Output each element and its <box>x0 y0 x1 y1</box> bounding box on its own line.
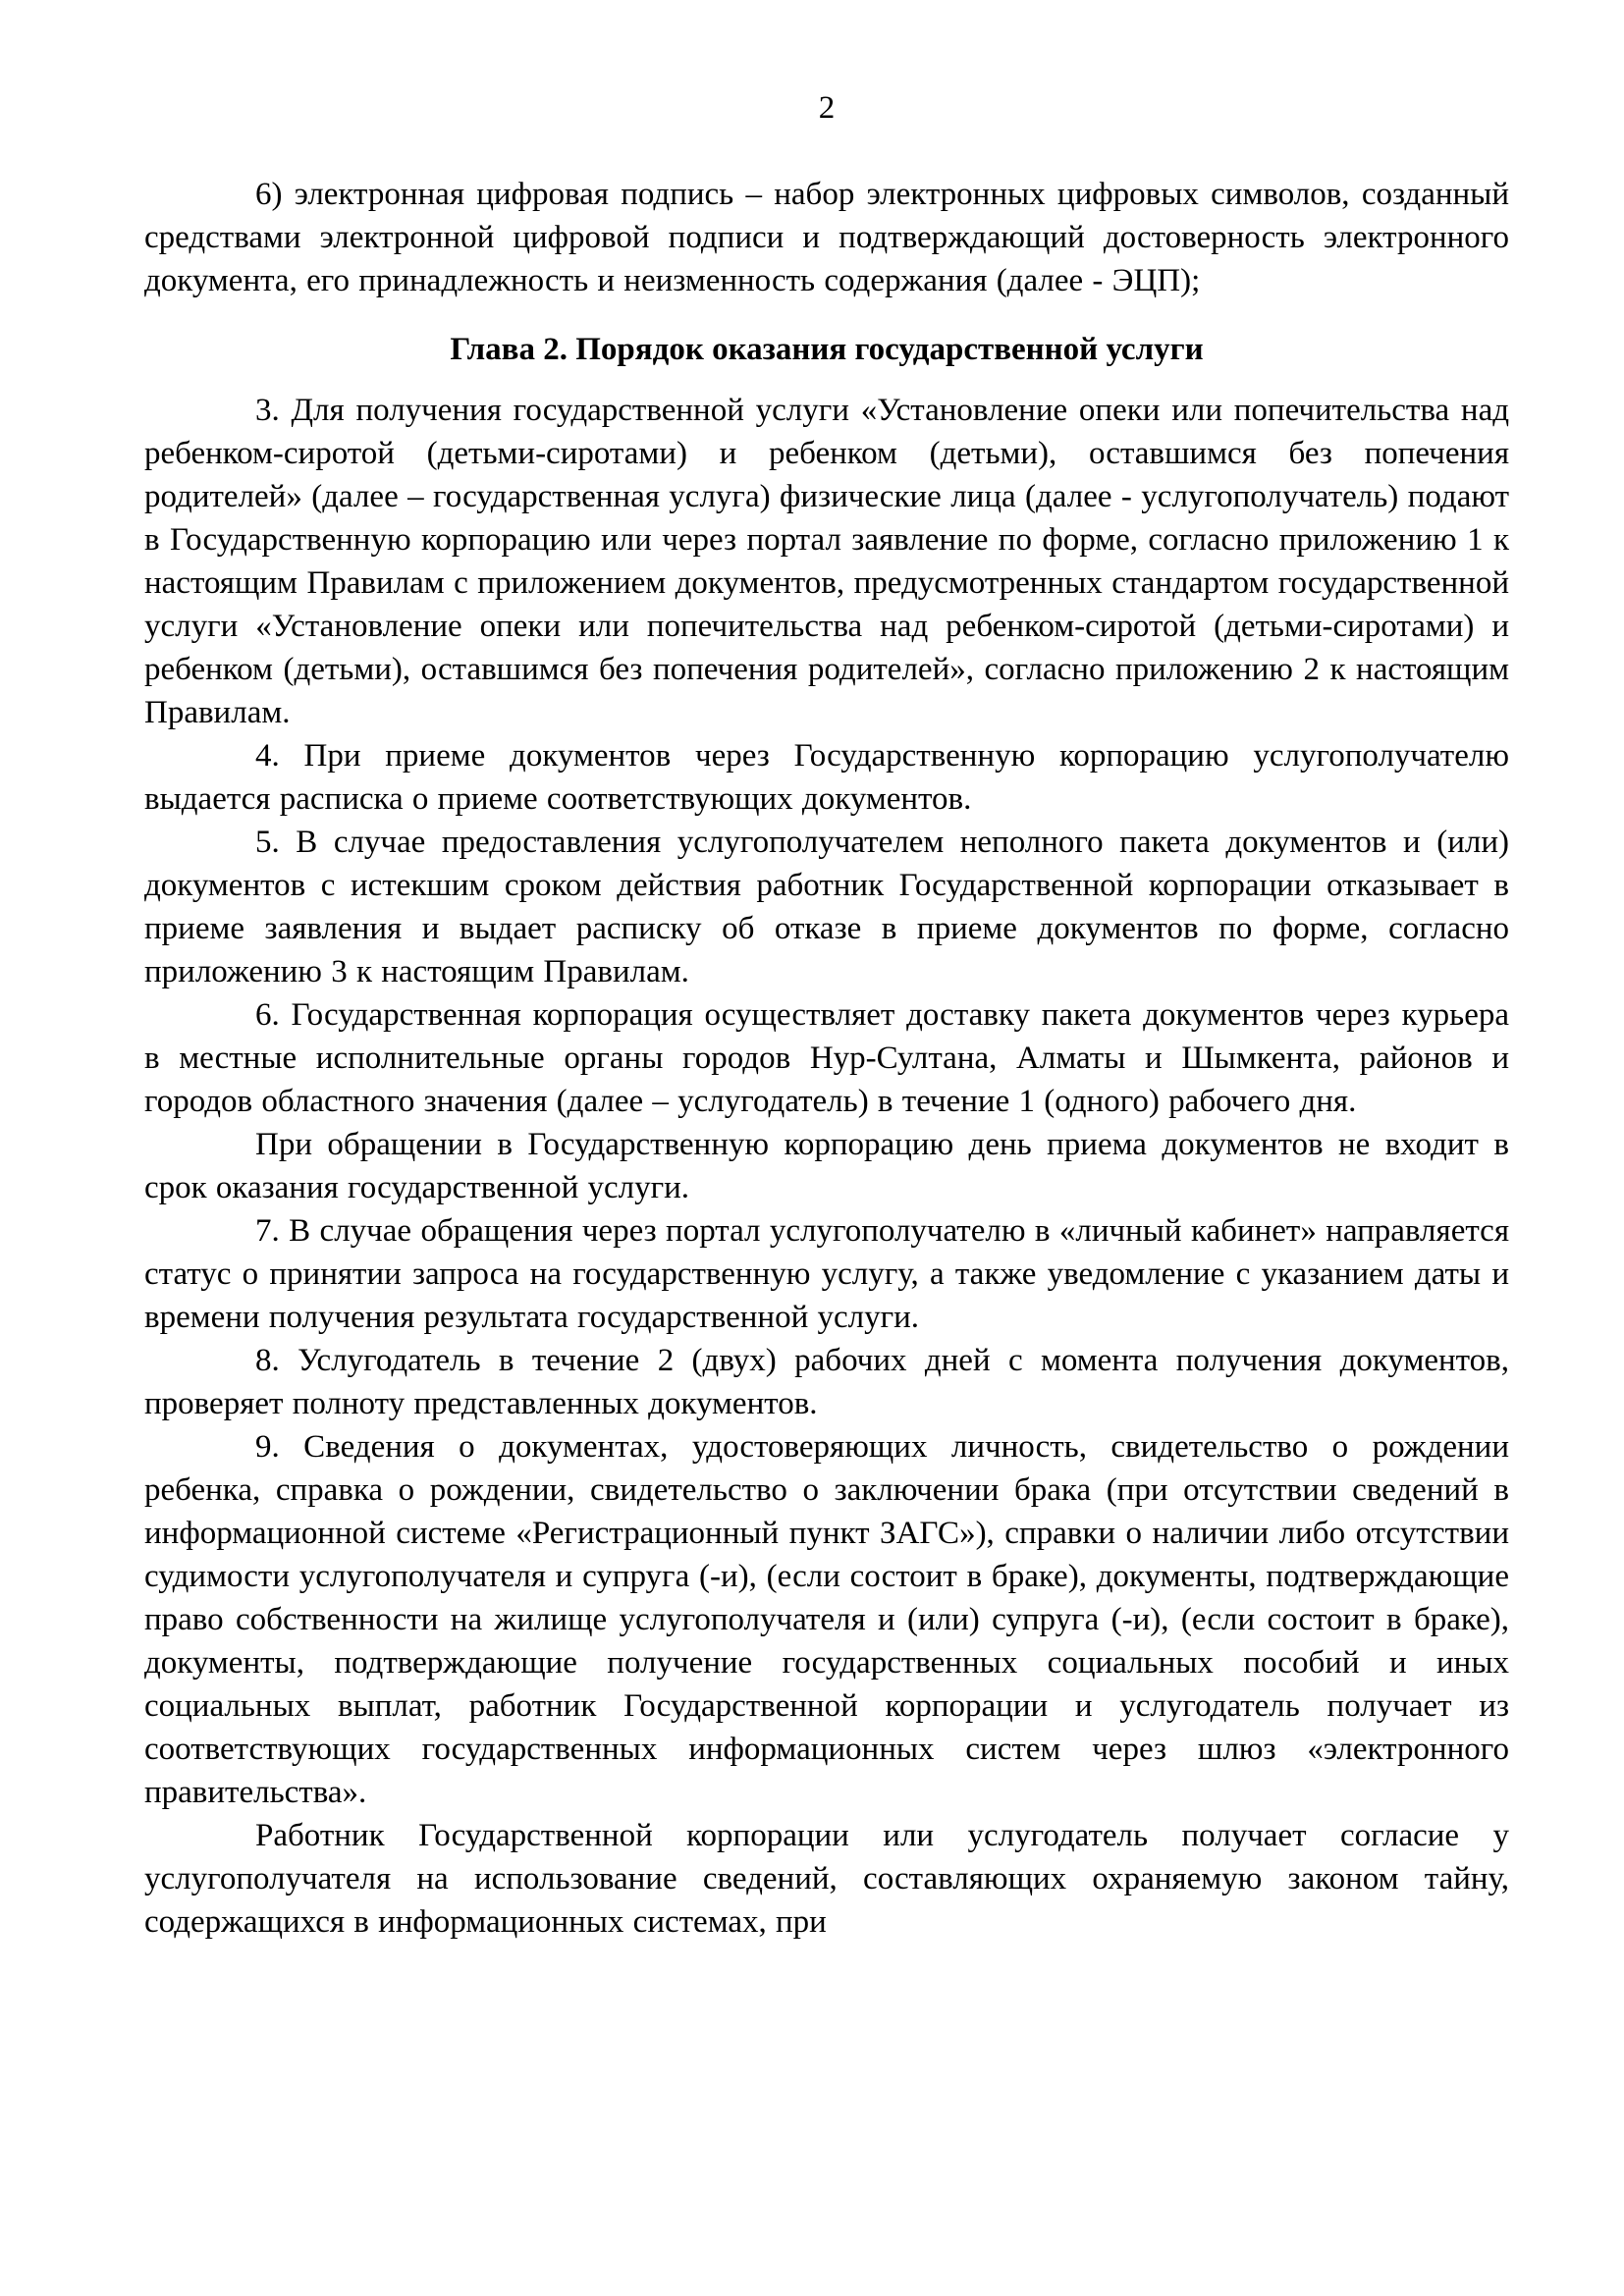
page-number: 2 <box>818 90 836 126</box>
paragraph-point-7: 7. В случае обращения через портал услугополучателю в «личный кабинет» направляется статус о принятии запроса на государственную услугу, а также уведомление с указанием даты и времени получения результата государственной услуги. <box>144 1213 1509 1335</box>
paragraph-point-9-continuation: Работник Государственной корпорации или услугодатель получает согласие у услугополучателя на использование сведений, составляющих охраняемую законом тайну, содержащихся в информационных системах, при <box>144 1818 1509 1940</box>
paragraph-point-4: 4. При приеме документов через Государственную корпорацию услугополучателю выдается расписка о приеме соответствующих документов. <box>144 738 1509 817</box>
paragraph-point-6-continuation: При обращении в Государственную корпорацию день приема документов не входит в срок оказания государственной услуги. <box>144 1127 1509 1205</box>
paragraph-point-5: 5. В случае предоставления услугополучателем неполного пакета документов и (или) документов с истекшим сроком действия работник Государственной корпорации отказывает в приеме заявления и выдает расписку об отказе в приеме документов по форме, согласно приложению 3 к настоящим Правилам. <box>144 825 1509 989</box>
paragraph-point-8: 8. Услугодатель в течение 2 (двух) рабочих дней с момента получения документов, проверяет полноту представленных документов. <box>144 1343 1509 1421</box>
paragraph-point-6: 6. Государственная корпорация осуществляет доставку пакета документов через курьера в местные исполнительные органы городов Нур-Султана, Алматы и Шымкента, районов и городов областного значения (далее – услугодатель) в течение 1 (одного) рабочего дня. <box>144 997 1509 1119</box>
chapter-2-heading: Глава 2. Порядок оказания государственной услуги <box>450 332 1204 367</box>
paragraph-ecp-definition: 6) электронная цифровая подпись – набор электронных цифровых символов, созданный средствами электронной цифровой подписи и подтверждающий достоверность электронного документа, его принадлежность и неизменность содержания (далее - ЭЦП); <box>144 177 1509 298</box>
paragraph-point-9: 9. Сведения о документах, удостоверяющих личность, свидетельство о рождении ребенка, справка о рождении, свидетельство о заключении брака (при отсутствии сведений в информационной системе «Регистрационный пункт ЗАГС»), справки о наличии либо отсутствии судимости услугополучателя и супруга (-и), (если состоит в браке), документы, подтверждающие право собственности на жилище услугополучателя и (или) супруга (-и), (если состоит в браке), документы, подтверждающие получение государственных социальных пособий и иных социальных выплат, работник Государственной корпорации и услугодатель получает из соответствующих государственных информационных систем через шлюз «электронного правительства». <box>144 1429 1509 1810</box>
paragraph-point-3: 3. Для получения государственной услуги «Установление опеки или попечительства над ребенком-сиротой (детьми-сиротами) и ребенком (детьми), оставшимся без попечения родителей» (далее – государственная услуга) физические лица (далее - услугополучатель) подают в Государственную корпорацию или через портал заявление по форме, согласно приложению 1 к настоящим Правилам с приложением документов, предусмотренных стандартом государственной услуги «Установление опеки или попечительства над ребенком-сиротой (детьми-сиротами) и ребенком (детьми), оставшимся без попечения родителей», согласно приложению 2 к настоящим Правилам. <box>144 393 1509 730</box>
